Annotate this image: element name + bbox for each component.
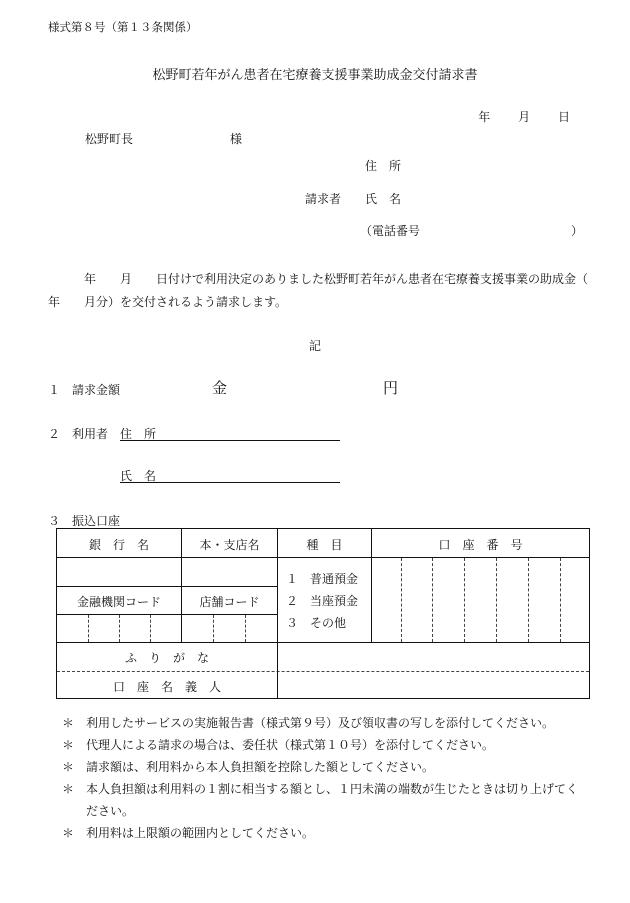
header-bank-code: 金融機関コード	[76, 595, 161, 609]
claimant-label: 請求者	[305, 192, 342, 206]
note-marker: ＊	[62, 716, 75, 730]
header-account-holder: 口 座 名 義 人	[112, 680, 221, 694]
form-number: 様式第８号（第１３条関係）	[48, 20, 198, 34]
type-option-2[interactable]: ２ 当座預金	[286, 594, 359, 608]
type-option-3[interactable]: ３ その他	[286, 616, 347, 630]
note-item: ＊ 請求額は、利用料から本人負担額を控除した額としてください。	[62, 756, 586, 778]
ki-heading: 記	[308, 339, 321, 353]
note-marker: ＊	[62, 782, 75, 796]
note-marker: ＊	[62, 760, 75, 774]
date-month: 月	[518, 110, 531, 124]
addressee-honorific: 様	[230, 132, 243, 146]
type-option-1[interactable]: １ 普通預金	[286, 572, 359, 586]
header-account-number: 口 座 番 号	[438, 538, 523, 552]
header-account-type: 種 目	[306, 538, 343, 552]
claimant-address-label: 住 所	[365, 159, 402, 173]
item2-label: 利用者	[72, 427, 109, 441]
notes-list	[62, 712, 586, 844]
note-item: ＊ 利用料は上限額の範囲内としてください。	[62, 822, 586, 844]
claimant-phone-label: （電話番号	[360, 224, 421, 238]
item3-label: 振込口座	[72, 514, 121, 528]
item1-yen: 円	[383, 379, 399, 397]
item1-label: 請求金額	[72, 383, 121, 397]
item2-number: ２	[48, 427, 61, 441]
header-branch-name: 本・支店名	[199, 538, 260, 552]
date-day: 日	[557, 110, 570, 124]
note-item: ＊ 利用したサービスの実施報告書（様式第９号）及び領収書の写しを添付してください。	[62, 712, 586, 734]
user-name-label: 氏 名	[120, 469, 157, 483]
header-furigana: ふ り が な	[124, 651, 209, 665]
item1-kin: 金	[212, 379, 228, 397]
item1-number: １	[48, 383, 61, 397]
note-item: ＊ 本人負担額は利用料の１割に相当する額とし、１円未満の端数が生じたときは切り上げてください。	[62, 778, 586, 822]
user-address-label: 住 所	[120, 427, 157, 441]
claimant-name-label: 氏 名	[365, 192, 402, 206]
addressee-name: 松野町長	[85, 132, 134, 146]
note-item: ＊ 代理人による請求の場合は、委任状（様式第１０号）を添付してください。	[62, 734, 586, 756]
bank-account-table	[56, 528, 590, 699]
user-address-field[interactable]	[120, 425, 340, 441]
document-title: 松野町若年がん患者在宅療養支援事業助成金交付請求書	[152, 68, 478, 83]
header-bank-name: 銀 行 名	[88, 538, 149, 552]
request-body-text: 年 月 日付けで利用決定のありました松野町若年がん患者在宅療養支援事業の助成金（ 年 月分）を交付されるよう請求します。	[48, 272, 613, 309]
note-marker: ＊	[62, 738, 75, 752]
claimant-phone-close: ）	[571, 224, 584, 238]
note-marker: ＊	[62, 826, 75, 840]
date-year: 年	[478, 110, 491, 124]
item3-number: ３	[48, 514, 61, 528]
user-name-field[interactable]	[120, 467, 340, 483]
date-line	[478, 108, 570, 125]
header-branch-code: 店舗コード	[199, 595, 260, 609]
